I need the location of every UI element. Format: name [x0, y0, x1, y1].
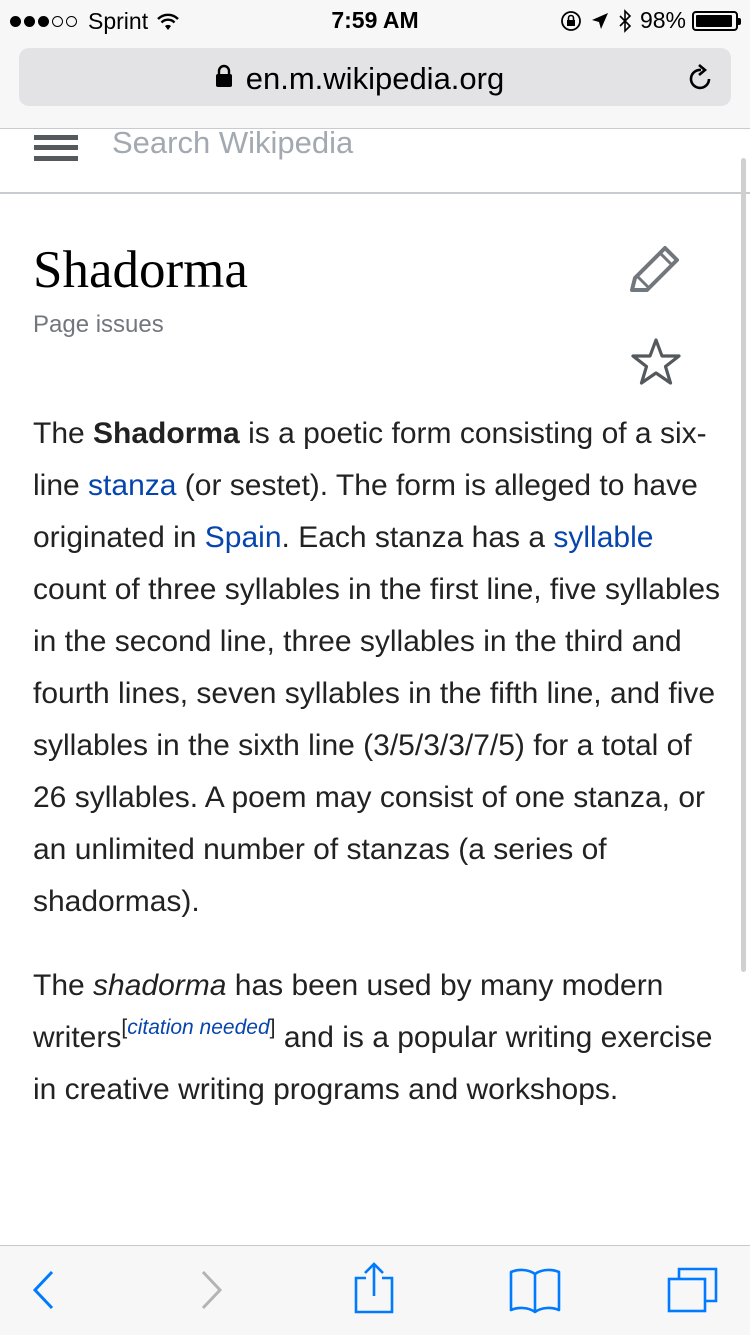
text: count of three syllables in the first line, five syllables in the second line, three syllables in the third and fourth lines, seven syllables in the fifth line, and five syllables in the sixth line (3/5/3/3/7/5) for a total of 26 syllables. A poem may consist of one stanza, or an unlimited number of stanzas (a series of shadormas). [33, 573, 720, 918]
status-bar [0, 0, 750, 40]
browser-toolbar [0, 1245, 750, 1335]
url-text: en.m.wikipedia.org [245, 61, 505, 96]
link-syllable[interactable]: syllable [553, 521, 654, 554]
watch-star-icon[interactable] [630, 337, 682, 387]
orientation-lock-icon [560, 10, 582, 32]
location-arrow-icon [590, 11, 610, 31]
text: and is a popular writing exercise in creative writing programs and workshops. [33, 1021, 713, 1106]
carrier-label: Sprint [88, 8, 149, 34]
hamburger-menu-icon[interactable] [34, 135, 78, 161]
text: is a poetic form consisting of a six-line [33, 417, 707, 502]
battery-icon [692, 11, 738, 31]
address-bar[interactable] [19, 48, 731, 106]
status-right [560, 7, 738, 34]
edit-pencil-icon[interactable] [628, 244, 682, 294]
text: (or sestet). The form is alleged to have originated in [33, 469, 698, 554]
citation-needed-link[interactable]: citation needed [127, 1016, 270, 1039]
back-chevron-icon[interactable] [30, 1268, 56, 1312]
page-issues-link[interactable]: Page issues [33, 311, 164, 338]
search-input[interactable] [112, 123, 672, 163]
link-stanza[interactable]: stanza [88, 469, 177, 502]
text: . Each stanza has a [281, 521, 554, 554]
clock: 7:59 AM [331, 7, 419, 33]
text: The [33, 969, 94, 1002]
scrollbar[interactable] [741, 158, 746, 972]
browser-address-area [0, 40, 750, 128]
text: The [33, 417, 94, 450]
text: has been used by many modern writers [33, 969, 664, 1054]
bookmarks-book-icon[interactable] [508, 1266, 562, 1314]
paragraph-1 [33, 408, 723, 928]
share-icon[interactable] [352, 1262, 396, 1316]
battery-percent: 98% [639, 7, 686, 33]
forward-chevron-icon[interactable] [199, 1268, 225, 1312]
bluetooth-icon [618, 9, 632, 33]
paragraph-2 [33, 960, 723, 1116]
wiki-header [0, 128, 750, 194]
citation-needed [121, 1016, 275, 1039]
link-spain[interactable]: Spain [204, 521, 282, 554]
page-title: Shadorma [33, 241, 248, 299]
bold-term: Shadorma [93, 417, 240, 450]
tabs-icon[interactable] [666, 1266, 720, 1314]
article-content [33, 408, 723, 1148]
bracket: [ [121, 1016, 128, 1039]
reload-icon[interactable] [687, 62, 715, 92]
bracket: ] [269, 1016, 276, 1039]
italic-term: shadorma [93, 969, 227, 1002]
